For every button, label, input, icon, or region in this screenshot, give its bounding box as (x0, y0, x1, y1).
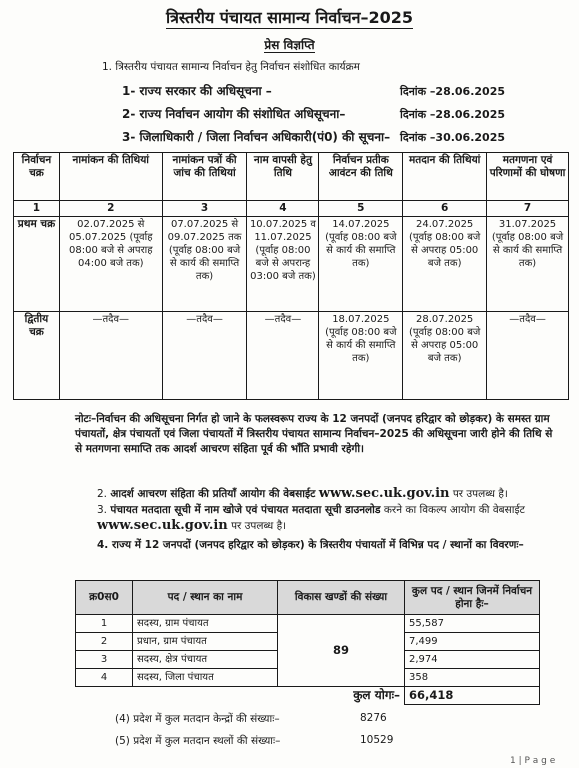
column-number: 2 (59, 201, 162, 217)
list-item: 2. आदर्श आचरण संहिता की प्रतियाँ आयोग की वेबसाईट www.sec.uk.gov.in पर उपलब्ध है। (97, 486, 508, 501)
table-row (14, 217, 569, 312)
table-cell: 28.07.2025 (पूर्वाह 08:00 बजे से अपराह 05:00 बजे तक) (403, 312, 487, 400)
notification-date: दिनांक –28.06.2025 (400, 85, 506, 98)
schedule-header: नाम वापसी हेतु तिथि (247, 153, 319, 201)
schedule-header: नामांकन पत्रों की जांच की तिथियां (162, 153, 247, 201)
column-number: 7 (487, 201, 569, 217)
page-number: 1 | P a g e (510, 756, 556, 766)
footer-label: (5) प्रदेश में कुल मतदान स्थलों की संख्याः– (115, 735, 281, 747)
posts-header: पद / स्थान का नाम (133, 581, 278, 615)
schedule-table (13, 152, 569, 400)
table-row: 4 सदस्य, जिला पंचायत 358 (76, 669, 540, 687)
posts-header: कुल पद / स्थान जिनमें निर्वाचन होना हैः– (405, 581, 540, 615)
footer-value: 8276 (360, 712, 387, 724)
column-number: 3 (162, 201, 247, 217)
table-cell: 24.07.2025 (पूर्वाह 08:00 बजे से अपराह 05:00 बजे तक) (403, 217, 487, 312)
footer-label: (4) प्रदेश में कुल मतदान केन्द्रों की संख्याः– (115, 713, 280, 725)
posts-header: क्र0स0 (76, 581, 133, 615)
notification-date: दिनांक –28.06.2025 (400, 108, 506, 121)
total-row (76, 687, 540, 705)
schedule-header: मतगणना एवं परिणामों की घोषणा (487, 153, 569, 201)
note-paragraph (75, 412, 553, 457)
table-cell: 02.07.2025 से 05.07.2025 (पूर्वाह 08:00 बजे से अपराह 04:00 बजे तक) (59, 217, 162, 312)
press-release-heading: प्रेस विज्ञप्ति (264, 38, 315, 52)
note-prefix: नोटः– (75, 413, 97, 425)
table-row: 2 प्रधान, ग्राम पंचायत 7,499 (76, 633, 540, 651)
total-value: 66,418 (405, 687, 540, 705)
schedule-header: निर्वाचन प्रतीक आवंटन की तिथि (319, 153, 403, 201)
list-item: 3. पंचायत मतदाता सूची में नाम खोजे एवं पंचायत मतदाता सूची डाउनलोड करने का विकल्प आयोग की वेबसाईट www.sec.uk.gov.in पर उपलब्ध है। (97, 504, 525, 533)
total-label: कुल योगः– (353, 688, 400, 703)
page-title: त्रिस्तरीय पंचायत सामान्य निर्वाचन–2025 (165, 8, 414, 27)
table-cell: —तदैव— (162, 312, 247, 400)
column-number: 6 (403, 201, 487, 217)
posts-header: विकास खण्डों की संख्या (278, 581, 405, 615)
table-cell: 18.07.2025 (पूर्वाह 08:00 बजे से कार्य की समाप्ति तक) (319, 312, 403, 400)
table-cell: —तदैव— (487, 312, 569, 400)
schedule-header: मतदान की तिथियां (403, 153, 487, 201)
intro-line: 1. त्रिस्तरीय पंचायत सामान्य निर्वाचन हेतु निर्वाचन संशोधित कार्यक्रम (102, 61, 360, 73)
schedule-header: निर्वाचन चक्र (14, 153, 60, 201)
website-link[interactable]: www.sec.uk.gov.in (97, 518, 228, 533)
notification-date: दिनांक –30.06.2025 (400, 131, 506, 144)
schedule-header: नामांकन की तिथियां (59, 153, 162, 201)
posts-table (75, 580, 540, 705)
table-cell: —तदैव— (247, 312, 319, 400)
table-row (14, 312, 569, 400)
list-item: 4. राज्य में 12 जनपदों (जनपद हरिद्वार को छोड़कर) के त्रिस्तरीय पंचायतों में विभिन्न पद / स्थानों का विवरणः– (97, 539, 524, 551)
website-link[interactable]: www.sec.uk.gov.in (318, 486, 450, 501)
column-number: 5 (319, 201, 403, 217)
notification-label: 3- जिलाधिकारी / जिला निर्वाचन अधिकारी(पं0) की सूचना– (122, 130, 391, 144)
table-row: 1 सदस्य, ग्राम पंचायत 89 55,587 (76, 615, 540, 633)
table-cell: 07.07.2025 से 09.07.2025 तक (पूर्वाह 08:00 बजे से कार्य की समाप्ति तक) (162, 217, 247, 312)
column-number: 1 (14, 201, 60, 217)
note-text: निर्वाचन की अधिसूचना निर्गत हो जाने के फलस्वरूप राज्य के 12 जनपदों (जनपद हरिद्वार को छोड़कर) के समस्त ग्राम पंचायतों, क्षेत्र पंचायतों एवं जिला पंचायतों में त्रिस्तरीय पंचायत सामान्य निर्वाचन–2025 की अधिसूचना जारी होने की तिथि से से मतगणना समाप्ति तक आदर्श आचरण संहिता पूर्व की भाँति प्रभावी रहेगी। (75, 413, 553, 455)
table-cell: 10.07.2025 व 11.07.2025 (पूर्वाह 08:00 बजे से अपरान्ह 03:00 बजे तक) (247, 217, 319, 312)
table-cell: 14.07.2025 (पूर्वाह 08:00 बजे से कार्य की समाप्ति तक) (319, 217, 403, 312)
notification-label: 2- राज्य निर्वाचन आयोग की संशोधित अधिसूचना– (122, 107, 346, 121)
column-number: 4 (247, 201, 319, 217)
table-row: 3 सदस्य, क्षेत्र पंचायत 2,974 (76, 651, 540, 669)
footer-value: 10529 (360, 734, 394, 746)
table-cell: 31.07.2025 (पूर्वाह 08:00 बजे से कार्य की समाप्ति तक) (487, 217, 569, 312)
table-cell: —तदैव— (59, 312, 162, 400)
cycle-name: प्रथम चक्र (14, 217, 60, 312)
block-count: 89 (278, 615, 405, 687)
notification-label: 1- राज्य सरकार की अधिसूचना – (122, 84, 272, 98)
cycle-name: द्वितीय चक्र (14, 312, 60, 400)
